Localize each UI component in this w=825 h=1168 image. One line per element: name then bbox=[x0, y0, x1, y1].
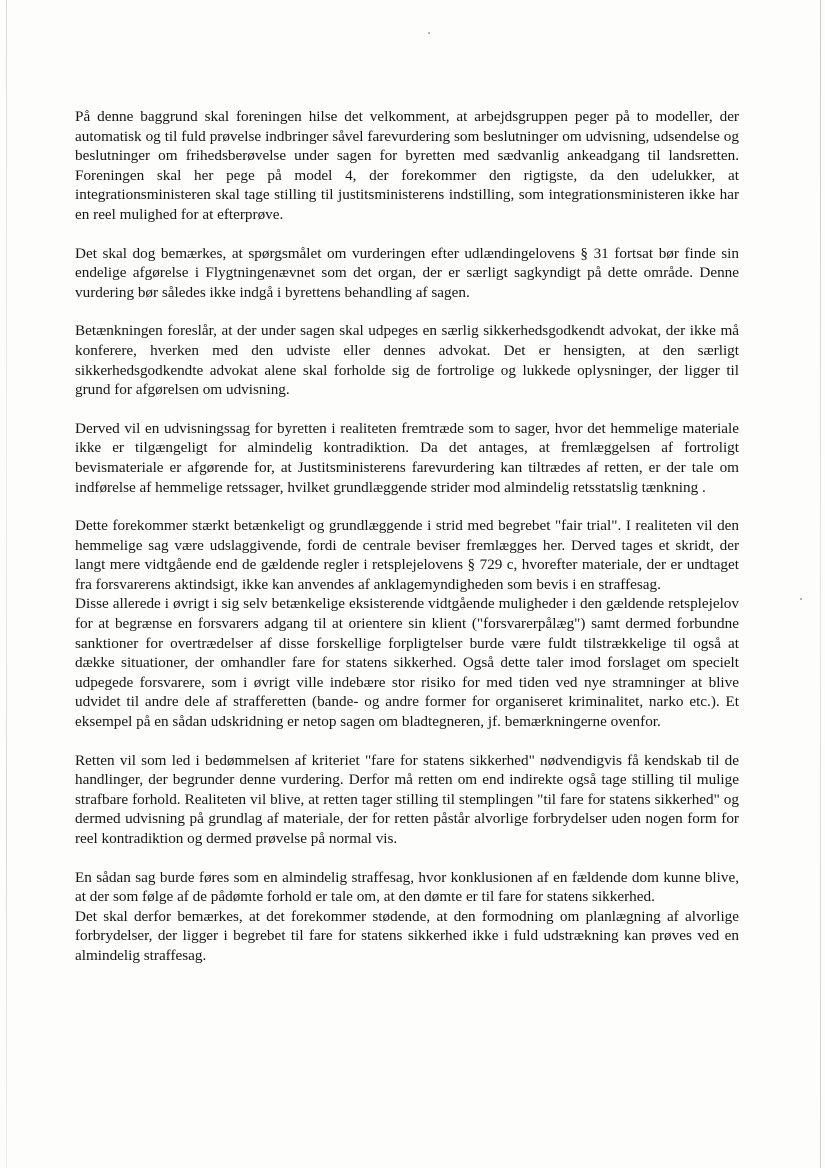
scan-edge-right bbox=[820, 0, 821, 1168]
paragraph-8: En sådan sag burde føres som en almindelig straffesag, hvor konklusionen af en fældende dom kunne blive, at der som følge af de pådømte forhold er tale om, at den dømte er til fare for statens sikkerhed. bbox=[75, 868, 739, 906]
document-body bbox=[75, 107, 739, 966]
scan-edge-left bbox=[6, 0, 7, 1168]
paragraph-1: På denne baggrund skal foreningen hilse det velkomment, at arbejdsgruppen peger på to modeller, der automatisk og til fuld prøvelse indbringer såvel farevurdering som beslutninger om udvisning, udsendelse og beslutninger om frihedsberøvelse under sagen for byretten med sædvanlig ankeadgang til landsretten. Foreningen skal her pege på model 4, der forekommer den rigtigste, da den udelukker, at integrationsministeren skal tage stilling til justitsministerens indstilling, som integrationsministeren ikke har en reel mulighed for at efterprøve. bbox=[75, 108, 739, 223]
paragraph-9: Det skal derfor bemærkes, at det forekommer stødende, at den formodning om planlægning af alvorlige forbrydelser, der ligger i begrebet til fare for statens sikkerhed ikke i fuld udstrækning kan prøves ved en almindelig straffesag. bbox=[75, 907, 739, 964]
paragraph-2: Det skal dog bemærkes, at spørgsmålet om vurderingen efter udlændingelovens § 31 fortsat bør finde sin endelige afgørelse i Flygtningenævnet som det organ, der er særligt sagkyndigt på dette område. Denne vurdering bør således ikke indgå i byrettens behandling af sagen. bbox=[75, 244, 739, 301]
paragraph-3: Betænkningen foreslår, at der under sagen skal udpeges en særlig sikkerhedsgodkendt advokat, der ikke må konferere, hverken med den udviste eller dennes advokat. Det er hensigten, at den særligt sikkerhedsgodkendte advokat alene skal forholde sig de fortrolige og lukkede oplysninger, der ligger til grund for afgørelsen om udvisning. bbox=[75, 322, 739, 399]
paragraph-4: Derved vil en udvisningssag for byretten i realiteten fremtræde som to sager, hvor det hemmelige materiale ikke er tilgængeligt for almindelig kontradiktion. Da det antages, at fremlæggelsen af fortroligt bevismateriale er afgørende for, at Justitsministerens farevurdering kan tiltrædes af retten, er der tale om indførelse af hemmelige retssager, hvilket grundlæggende strider mod almindelig retsstatslig tænkning . bbox=[75, 419, 739, 496]
paragraph-5: Dette forekommer stærkt betænkeligt og grundlæggende i strid med begrebet "fair trial". I realiteten vil den hemmelige sag være udslaggivende, fordi de centrale beviser fremlægges her. Derved tages et skridt, der langt mere vidtgående end de gældende regler i retsplejelovens § 729 c, hvorefter materiale, der er undtaget fra forsvarerens aktindsigt, ikke kan anvendes af anklagemyndigheden som bevis i en straffesag. bbox=[75, 517, 739, 593]
scan-speck bbox=[800, 598, 802, 600]
paragraph-6: Disse allerede i øvrigt i sig selv betænkelige eksisterende vidtgående muligheder i den gældende retsplejelov for at begrænse en forsvarers adgang til at orientere sin klient ("forsvarerpålæg") samt dermed forbundne sanktioner for overtrædelser af disse forskellige forpligtelser burde være fuldt tilstrækkelige til også at dække situationer, der omhandler fare for statens sikkerhed. Også dette taler imod forslaget om specielt udpegede forsvarere, som i øvrigt ville indebære stor risiko for med tiden ved nye stramninger at blive udvidet til andre dele af strafferetten (bande- og andre former for organiseret kriminalitet, narko etc.). Et eksempel på en sådan udskridning er netop sagen om bladtegneren, jf. bemærkningerne ovenfor. bbox=[75, 595, 739, 731]
scan-speck bbox=[428, 32, 430, 34]
paragraph-7: Retten vil som led i bedømmelsen af kriteriet "fare for statens sikkerhed" nødvendigvis få kendskab til de handlinger, der begrunder denne vurdering. Derfor må retten om end indirekte også tage stilling til mulige strafbare forhold. Realiteten vil blive, at retten tager stilling til stemplingen "til fare for statens sikkerhed" og dermed udvisning på grundlag af materiale, der for retten påstår alvorlige forbrydelser uden nogen form for reel kontradiktion og dermed prøvelse på normal vis. bbox=[75, 751, 739, 847]
